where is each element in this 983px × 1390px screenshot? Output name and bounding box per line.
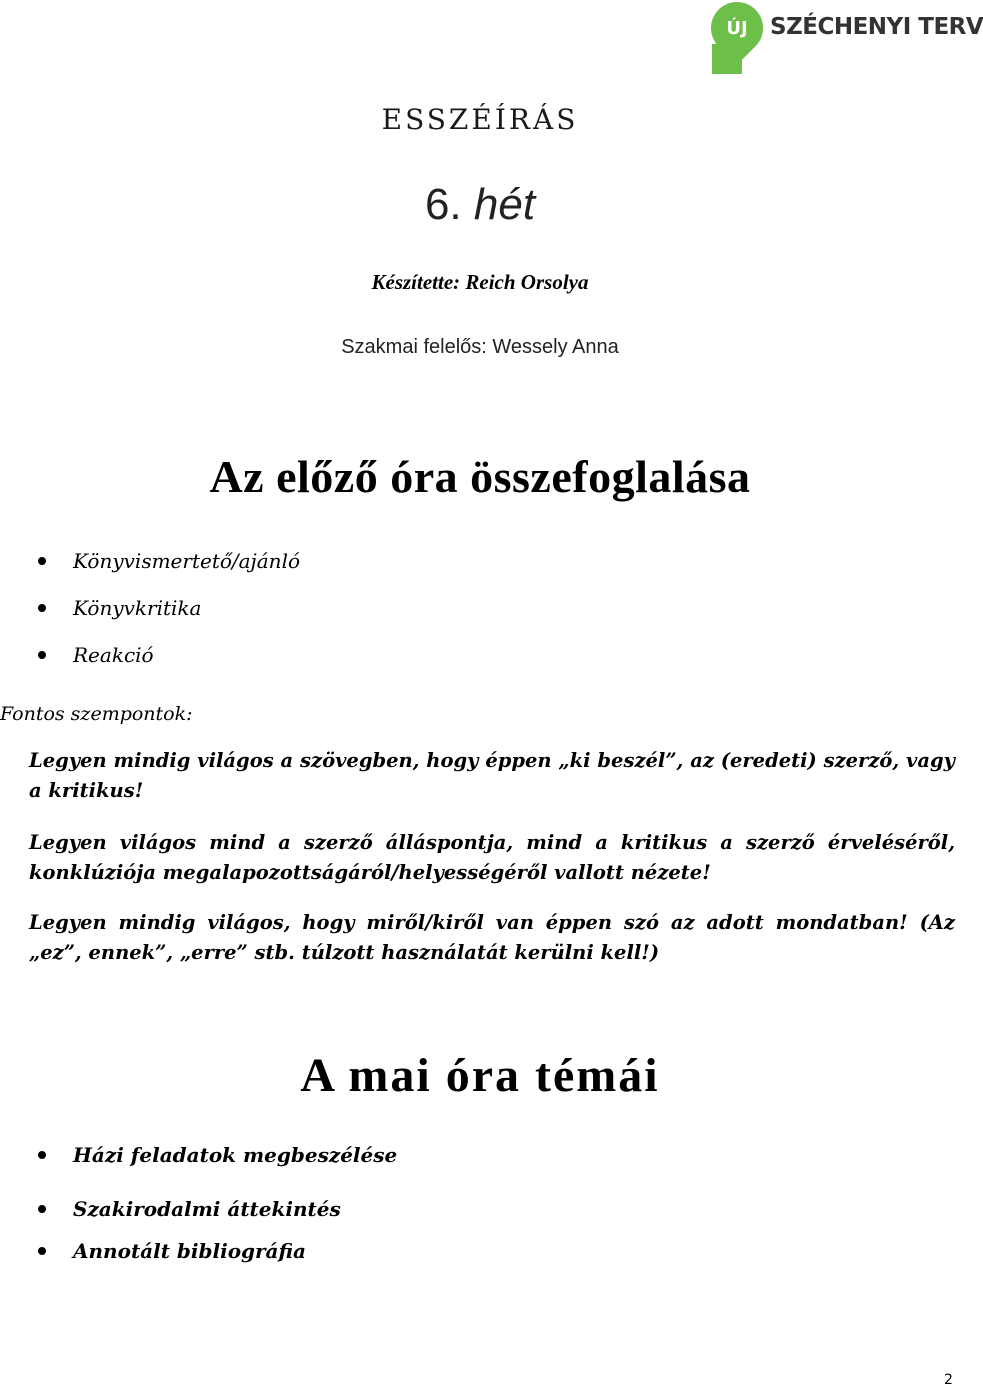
bullet-icon bbox=[38, 557, 46, 565]
szechenyi-terv-logo bbox=[708, 0, 983, 80]
week-title bbox=[0, 180, 960, 230]
week-word: hét bbox=[473, 180, 536, 229]
list-item-label: Könyvkritika bbox=[73, 596, 202, 620]
list-item-label: Házi feladatok megbeszélése bbox=[73, 1143, 398, 1167]
list-item bbox=[36, 594, 300, 641]
summary-list bbox=[36, 547, 300, 688]
bullet-icon bbox=[38, 604, 46, 612]
note-paragraph: Legyen mindig világos, hogy miről/kiről van éppen szó az adott mondatban! (Az „ez”, ennek”, „erre” stb. túlzott használatát kerülni kell!) bbox=[29, 911, 955, 964]
bullet-icon bbox=[38, 1205, 46, 1213]
responsible-line: Szakmai felelős: Wessely Anna bbox=[341, 336, 619, 358]
bullet-icon bbox=[38, 1247, 46, 1255]
list-item-label: Reakció bbox=[73, 643, 154, 667]
bullet-icon bbox=[38, 651, 46, 659]
course-title: ESSZÉÍRÁS bbox=[381, 103, 579, 136]
author-line: Készítette: Reich Orsolya bbox=[371, 270, 589, 294]
bullet-icon bbox=[38, 1151, 46, 1159]
page-number: 2 bbox=[944, 1372, 953, 1388]
today-list bbox=[36, 1141, 397, 1284]
week-number: 6. bbox=[424, 180, 462, 229]
today-heading: A mai óra témái bbox=[300, 1049, 660, 1102]
notes-label: Fontos szempontok: bbox=[0, 703, 193, 725]
list-item-label: Könyvismertető/ajánló bbox=[73, 549, 301, 573]
list-item bbox=[36, 641, 300, 688]
note-paragraph: Legyen világos mind a szerző álláspontja, mind a kritikus a szerző érveléséről, konklúziója megalapozottságáról/helyességéről vallott nézete! bbox=[29, 831, 955, 884]
list-item bbox=[36, 1195, 397, 1237]
logo-mark-text: ÚJ bbox=[726, 17, 748, 39]
list-item-label: Annotált bibliográfia bbox=[73, 1239, 307, 1263]
list-item bbox=[36, 547, 300, 594]
list-item bbox=[36, 1141, 397, 1195]
logo-text: SZÉCHENYI TERV bbox=[770, 14, 983, 40]
list-item bbox=[36, 1237, 397, 1284]
list-item-label: Szakirodalmi áttekintés bbox=[73, 1197, 341, 1221]
summary-heading: Az előző óra összefoglalása bbox=[209, 451, 751, 502]
note-paragraph: Legyen mindig világos a szövegben, hogy éppen „ki beszél”, az (eredeti) szerző, vagy a kritikus! bbox=[29, 749, 955, 802]
